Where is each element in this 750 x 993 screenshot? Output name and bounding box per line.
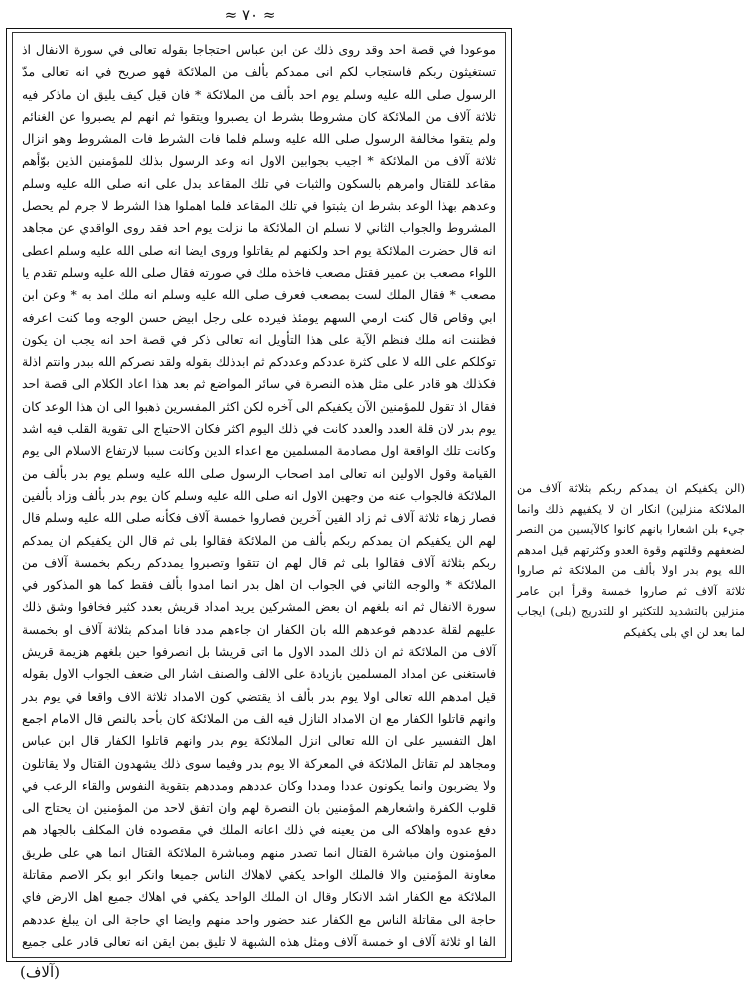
page-number bbox=[0, 6, 500, 24]
page-frame-inner bbox=[12, 32, 506, 958]
catchword: (آلاف) bbox=[20, 963, 60, 981]
main-text-paragraph: موعودا في قصة احد وقد روى ذلك عن ابن عباس احتجاجا بقوله تعالى في سورة الانفال اذ تستغيثون ربكم فاستجاب لكم انى ممدكم بألف من الملائكة فهو صريح في انه تعالى مدّ الرسول صلى الله عليه وسلم يوم احد بألف من الملائكة * فان قيل كيف يليق ان ماذكر فيه ثلاثة آلاف من الملائكة كان مشروطا بشرط ان يصبروا ويتقوا ثم انهم لم يصبروا عن الغنائم ولم يتقوا مخالفة الرسول صلى الله عليه وسلم فلما فات الشرط فات المشروط وهو انزال ثلاثة آلاف من الملائكة * اجيب بجوابين الاول انه وعد الرسول بذلك للمؤمنين الذين بوّأهم مقاعد للقتال وامرهم بالسكون والثبات في تلك المقاعد بدل على انه صلى الله عليه وسلم وعدهم بهذا الوعد بشرط ان يثبتوا في تلك المقاعد فلما اهملوا هذا الشرط لا جرم لم يحصل المشروط والجواب الثاني لا نسلم ان الملائكة ما نزلت يوم احد فقد روى الواقدي عن مجاهد انه قال حضرت الملائكة يوم احد ولكنهم لم يقاتلوا وروى ايضا انه صلى الله عليه وسلم اعطى اللواء مصعب بن عمير فقتل مصعب فاخذه ملك في صورته فقال صلى الله عليه وسلم تقدم يا مصعب * فقال الملك لست بمصعب فعرف صلى الله عليه وسلم انه ملك امد به * وعن ابن ابي وقاص قال كنت ارمي السهم يومئذ فيرده على رجل ابيض حسن الوجه وما كنت اعرفه فظننت انه ملك فنظم الآية على هذا التأويل انه تعالى ذكر في قصة احد انه يجب ان يكون توكلكم على الله لا على كثرة عددكم وعددكم ثم ابدذلك بقوله ولقد نصركم الله ببدر وانتم اذلة فكذلك هو قادر على مثل هذه النصرة في سائر المواضع ثم بعد هذا اعاد الكلام الى قصة احد فقال اذ تقول للمؤمنين الآن يكفيكم الى آخره لكن اكثر المفسرين ذهبوا الى ان هذا الوعد كان يوم بدر لان قلة العدد والعدد كانت في ذلك اليوم اكثر فكان الاحتياج الى تقوية القلب فيه اشد وكانت تلك الواقعة اول مصادمة المسلمين مع اعداء الدين وكانت سببا لارتفاع الاسلام الى يوم القيامة وقول الاولين انه تعالى امد اصحاب الرسول صلى الله عليه وسلم يوم بدر بألف من الملائكة فالجواب عنه من وجهين الاول انه صلى الله عليه وسلم كان يوم بدر بألف وزاد بألفين فصار زهاء ثلاثة آلاف ثم زاد الفين آخرين فصاروا خمسة آلاف فكأنه صلى الله عليه وسلم قال لهم الن يكفيكم ان يمدكم ربكم بألف من الملائكة فقالوا بلى ثم قال الن يكفيكم ان يمدكم ربكم بثلاثة آلاف فقالوا بلى ثم قال لهم ان تتقوا وتصبروا يمددكم ربكم بخمسة آلاف من الملائكة * والوجه الثاني في الجواب ان اهل بدر انما امدوا بألف فقط كما هو المذكور في سورة الانفال ثم انه بلغهم ان بعض المشركين يريد امداد قريش بعدد كثير فخافوا وشق ذلك عليهم لقلة عددهم فوعدهم الله بان الكفار ان جاءهم مدد فانا امدكم بثلاثة آلاف او بخمسة آلاف من الملائكة ثم ان ذلك المدد الاول ما اتى قريشا بل انصرفوا حين بلغهم هزيمة قريش فاستغنى عن امداد المسلمين بازيادة على الالف والصنف اشار الى ضعف الجواب الاول بقوله قيل امدهم الله تعالى اولا يوم بدر بألف اذ يقتضي كون الامداد ثلاثة الاف واقعا في يوم بدر وانهم قاتلوا الكفار مع ان الامداد النازل فيه الف من الملائكة كان بأحد بالنص قال الامام اجمع اهل التفسير على ان الله تعالى انزل الملائكة يوم بدر وانهم قاتلوا الكفار قال ابن عباس ومجاهد لم تقاتل الملائكة في المعركة الا يوم بدر وفيما سوى ذلك يشهدون القتال ولا يقاتلون ولا يضربون وانما يكونون عددا ومددا وكان عددهم ومددهم بتقوية النفوس والقاء الرعب في قلوب الكفرة واشعارهم المؤمنين بان النصرة لهم وان اتفق لاحد من المؤمنين ان يحتاج الى دفع عدوه واهلاكه الى من يعينه في ذلك اعانه الملك في مقصوده فان المكلف بالجهاد هم المؤمنون وان مباشرة القتال انما تصدر منهم ومباشرة الملائكة القتال انما هي على طريق معاونة المؤمنين والا فالملك الواحد يكفي لاهلاك الناس جميعا وانكر ابو بكر الاصم مقاتلة الملائكة مع الكفار اشد الانكار وقال ان الملك الواحد يكفي في اهلاك جميع اهل الارض فاي حاجة الى مقاتلة الناس مع الكفار عند حضور واحد منهم وايضا اي حاجة الى ان يبلغ عددهم الفا او ثلاثة آلاف او خمسة آلاف ومثل هذه الشبهة لا تليق بمن ايقن انه تعالى قادر على جميع bbox=[22, 43, 496, 949]
margin-commentary-text: (الن يكفيكم ان يمدكم ربكم بثلاثة آلاف من الملائكة منزلين) انكار ان لا يكفيهم ذلك وانما جيء بلن اشعارا بانهم كانوا كالآيسين من النصر لضعفهم وقلتهم وقوة العدو وكثرتهم قيل امدهم الله يوم بدر اولا بألف من الملائكة ثم صاروا ثلاثة آلاف ثم صاروا خمسة وقرأ ابن عامر منزلين بالتشديد للتكثير او للتدريج (بلى) ايجاب لما بعد لن اي بلى يكفيكم bbox=[517, 481, 745, 639]
margin-commentary bbox=[517, 478, 745, 642]
page-number-ornament-right: ≈ bbox=[258, 6, 276, 24]
page-number-value: ٧٠ bbox=[241, 6, 259, 24]
main-text-block bbox=[13, 33, 505, 958]
page-number-ornament-left: ≈ bbox=[224, 6, 242, 24]
